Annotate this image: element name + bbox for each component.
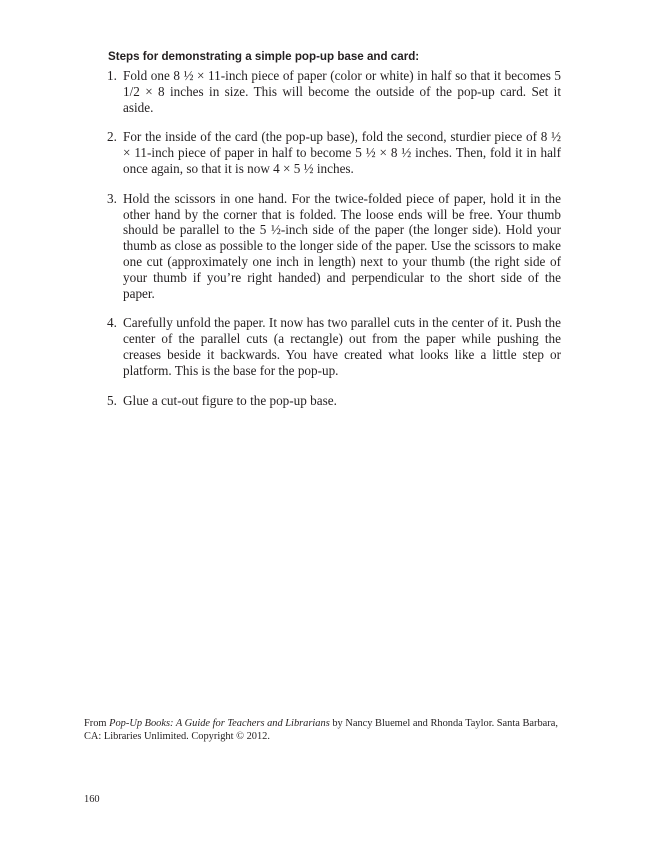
step-text: For the inside of the card (the pop-up base), fold the second, sturdier piece of 8 ½ × 11-inch piece of paper in half to become 5 ½ × 8 ½ inches. Then, fold it in half once again, so that it is now 4 × 5 ½ inches. xyxy=(123,129,561,176)
step-item xyxy=(107,191,561,302)
step-text: Glue a cut-out figure to the pop-up base. xyxy=(123,392,337,408)
step-item xyxy=(107,68,561,115)
source-citation xyxy=(84,717,570,743)
step-text: Hold the scissors in one hand. For the twice-folded piece of paper, hold it in the other hand by the corner that is folded. The loose ends will be free. Your thumb should be parallel to the 5 ½-inch side of the paper (the longer side). Hold your thumb as close as possible to the longer side of the paper. Use the scissors to make one cut (approximately one inch in length) next to your thumb (the right side of your thumb if you’re right handed) and perpendicular to the short side of the paper. xyxy=(123,190,561,301)
step-number: 5. xyxy=(107,392,117,408)
step-number: 3. xyxy=(107,190,117,206)
step-item xyxy=(107,129,561,176)
steps-list xyxy=(107,68,561,408)
step-number: 4. xyxy=(107,315,117,331)
citation-prefix: From xyxy=(84,718,110,729)
page-number: 160 xyxy=(84,794,100,805)
citation-book-title: Pop-Up Books: A Guide for Teachers and Librarians xyxy=(109,718,330,729)
step-number: 2. xyxy=(107,129,117,145)
section-heading: Steps for demonstrating a simple pop-up base and card: xyxy=(108,50,420,63)
step-number: 1. xyxy=(107,68,117,83)
step-item xyxy=(107,393,561,409)
citation-suffix: by Nancy Bluemel and Rhonda Taylor. Santa Barbara, CA: Libraries Unlimited. Copyright © 2012. xyxy=(84,718,558,742)
step-item xyxy=(107,315,561,378)
step-text: Fold one 8 ½ × 11-inch piece of paper (color or white) in half so that it becomes 5 1/2 × 8 inches in size. This will become the outside of the pop-up card. Set it aside. xyxy=(123,68,561,115)
step-text: Carefully unfold the paper. It now has two parallel cuts in the center of it. Push the center of the parallel cuts (a rectangle) out from the paper while pushing the creases beside it backwards. You have created what looks like a little step or platform. This is the base for the pop-up. xyxy=(123,315,561,378)
